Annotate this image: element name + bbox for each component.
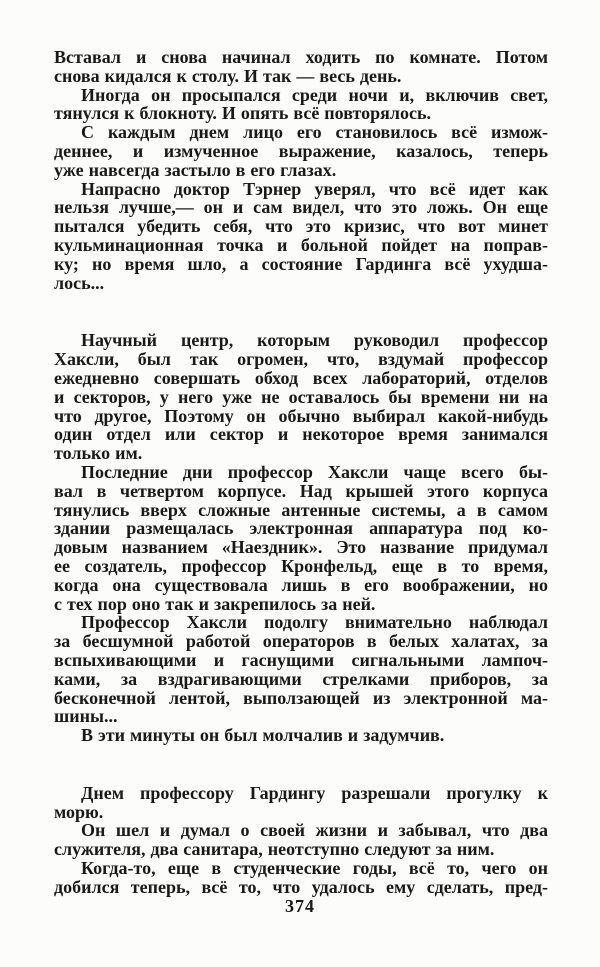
- page-number: 374: [285, 896, 315, 916]
- paragraph: [54, 123, 548, 179]
- text-line: за бесшумной работой операторов в белых халатах, за: [54, 631, 548, 652]
- text-section: [54, 48, 548, 292]
- text-line: когда она существовала лишь в его воображении, но: [54, 574, 548, 595]
- text-line: пытался убедить себя, что это кризис, что вот минет: [54, 216, 548, 237]
- paragraph: [54, 48, 548, 86]
- text-line: служителя, два санитара, неотступно следуют за ним.: [54, 839, 495, 860]
- text-line: Напрасно доктор Тэрнер уверял, что всё идет как: [81, 178, 548, 199]
- paragraph: [54, 86, 548, 124]
- paragraph: [54, 463, 548, 613]
- text-line: лось...: [54, 272, 105, 293]
- paragraph: [54, 613, 548, 726]
- paragraph: [54, 331, 548, 463]
- paragraph: [54, 726, 548, 745]
- text-line: ежедневно совершать обход всех лабораторий, отделов: [54, 367, 548, 388]
- text-line: один отдел или сектор и некоторое время занимался: [54, 424, 548, 445]
- text-line: кульминационная точка и больной пойдет на поправ-: [54, 234, 548, 255]
- paragraph: [54, 821, 548, 859]
- text-line: шины...: [54, 706, 118, 727]
- text-line: ками, за вздрагивающими стрелками приборов, за: [54, 668, 548, 689]
- text-line: Когда-то, еще в студенческие годы, всё то, чего он: [81, 858, 548, 879]
- paragraph: [54, 859, 548, 897]
- text-line: ку; но время шло, а состояние Гардинга всё ухудша-: [54, 253, 548, 274]
- text-line: Вставал и снова начинал ходить по комнате. Потом: [54, 47, 548, 67]
- text-line: добился теперь, всё то, что удалось ему сделать, пред-: [54, 876, 548, 897]
- text-line: тянулся к блокноту. И опять всё повторялось.: [54, 103, 431, 124]
- text-line: В эти минуты он был молчалив и задумчив.: [81, 725, 445, 746]
- text-line: снова кидался к столу. И так — весь день.: [54, 65, 402, 86]
- text-line: С каждым днем лицо его становилось всё измож-: [81, 122, 548, 143]
- text-line: нельзя лучше,— он и сам видел, что это ложь. Он еще: [54, 197, 548, 218]
- text-line: Последние дни профессор Хаксли чаще всего бы-: [81, 461, 548, 482]
- text-section: [54, 784, 548, 897]
- text-line: только им.: [54, 443, 143, 464]
- paragraph: [54, 180, 548, 293]
- text-line: деннее, и измученное выражение, казалось, теперь: [54, 140, 548, 161]
- text-line: Днем профессору Гардингу разрешали прогулку к: [81, 782, 548, 803]
- text-line: довым названием «Наездник». Это название придумал: [54, 537, 548, 558]
- text-line: Иногда он просыпался среди ночи и, включив свет,: [81, 84, 548, 105]
- text-line: тянулись вверх сложные антенные системы, а в самом: [54, 499, 548, 520]
- text-line: бесконечной лентой, выползающей из электронной ма-: [54, 687, 548, 708]
- page-text-block: [54, 48, 548, 897]
- text-line: вспыхивающими и гаснущими сигнальными лампоч-: [54, 649, 548, 670]
- text-line: Научный центр, которым руководил профессор: [81, 330, 548, 351]
- text-section: [54, 331, 548, 745]
- text-line: морю.: [54, 801, 104, 822]
- text-line: уже навсегда застыло в его глазах.: [54, 159, 337, 180]
- text-line: Он шел и думал о своей жизни и забывал, что два: [81, 820, 548, 841]
- paragraph: [54, 784, 548, 822]
- text-line: ее создатель, профессор Кронфельд, еще в то время,: [54, 555, 548, 576]
- text-line: с тех пор оно так и закрепилось за ней.: [54, 593, 376, 614]
- text-line: Хаксли, был так огромен, что, вздумай профессор: [54, 349, 548, 370]
- text-line: Профессор Хаксли подолгу внимательно наблюдал: [81, 612, 548, 633]
- text-line: и секторов, у него уже не оставалось бы времени ни на: [54, 386, 548, 407]
- text-line: что другое, Поэтому он обычно выбирал какой-нибудь: [54, 405, 548, 426]
- text-line: вал в четвертом корпусе. Над крышей этого корпуса: [54, 480, 548, 501]
- text-line: здании размещалась электронная аппаратура под ко-: [54, 518, 548, 539]
